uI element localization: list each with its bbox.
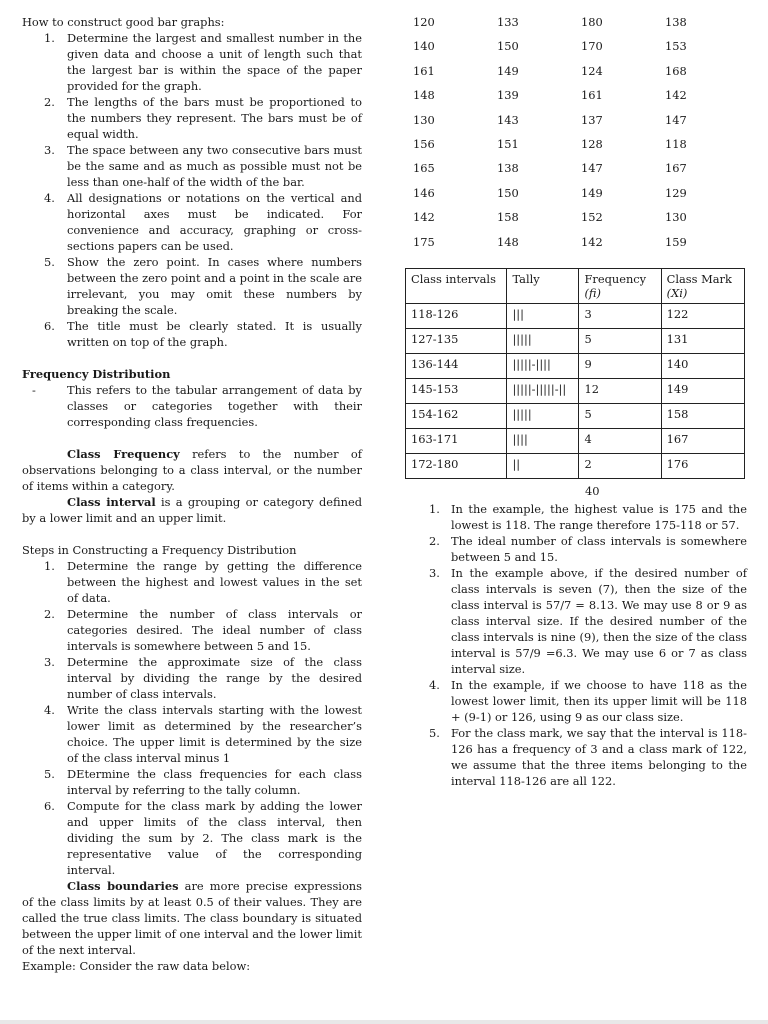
- right-column: [405, 14, 747, 789]
- raw-value: 147: [665, 112, 687, 127]
- raw-value: 153: [665, 39, 687, 54]
- raw-value: 138: [665, 15, 687, 29]
- list-item: 5. DEtermine the class frequencies for each class interval by referring to the tally column.: [44, 767, 362, 797]
- raw-value: 158: [497, 210, 519, 225]
- raw-data-grid: [413, 14, 747, 250]
- frequency-distribution-heading: Frequency Distribution: [22, 367, 171, 381]
- raw-value: 149: [581, 185, 603, 200]
- list-item: - This refers to the tabular arrangement of data by classes or categories together with their corresponding class frequencies.: [32, 383, 362, 429]
- raw-value: 130: [413, 112, 435, 127]
- raw-value: 150: [497, 39, 519, 54]
- list-item: 1. Determine the largest and smallest number in the given data and choose a unit of length such that the largest bar is within the space of the paper provided for the graph.: [44, 31, 362, 93]
- header-class-mark: Class Mark (Xi): [661, 268, 744, 303]
- class-frequency-paragraph: Class Frequency refers to the number of observations belonging to a class interval, or the number of items within a category.: [22, 447, 362, 493]
- list-item: 4. All designations or notations on the vertical and horizontal axes must be indicated. For convenience and accuracy, graphing or cross-sections papers can be used.: [44, 191, 362, 253]
- header-class-intervals: Class intervals: [406, 268, 507, 303]
- raw-value: 180: [581, 15, 603, 29]
- raw-value: 130: [665, 210, 687, 225]
- raw-value: 128: [581, 136, 603, 151]
- left-column: [22, 14, 362, 974]
- raw-value: 161: [413, 63, 435, 78]
- list-item: 2. Determine the number of class intervals or categories desired. The ideal number of class intervals is somewhere between 5 and 15.: [44, 607, 362, 653]
- frequency-distribution-definition: [22, 382, 362, 430]
- list-item: 3. Determine the approximate size of the class interval by dividing the range by the desired number of class intervals.: [44, 655, 362, 701]
- list-item: 6. Compute for the class mark by adding the lower and upper limits of the class interval, then dividing the sum by 2. The class mark is the representative value of the corresponding interval.: [44, 799, 362, 877]
- frequency-total: 40: [585, 483, 600, 498]
- table-row: 136-144 |||||-|||| 9 140: [406, 353, 745, 378]
- raw-value: 120: [413, 15, 435, 29]
- header-tally: Tally: [507, 268, 579, 303]
- raw-value: 148: [413, 88, 435, 103]
- raw-value: 150: [497, 185, 519, 200]
- table-row: 127-135 ||||| 5 131: [406, 328, 745, 353]
- frequency-steps: [22, 558, 362, 878]
- table-row: 163-171 |||| 4 167: [406, 428, 745, 453]
- steps-title: Steps in Constructing a Frequency Distribution: [22, 543, 297, 557]
- class-boundaries-paragraph: Class boundaries are more precise expressions of the class limits by at least 0.5 of their values. They are called the true class limits. The class boundary is situated between the upper limit of one interval and the lower limit of the next interval.: [22, 879, 362, 957]
- raw-value: 170: [581, 39, 603, 54]
- table-row: 145-153 |||||-|||||-|| 12 149: [406, 378, 745, 403]
- header-frequency: Frequency (fi): [579, 268, 661, 303]
- table-row: 154-162 ||||| 5 158: [406, 403, 745, 428]
- raw-value: 156: [413, 136, 435, 151]
- frequency-table: [405, 268, 745, 479]
- raw-value: 146: [413, 185, 435, 200]
- list-item: 6. The title must be clearly stated. It is usually written on top of the graph.: [44, 319, 362, 349]
- list-item: 4. Write the class intervals starting with the lowest lower limit as determined by the researcher’s choice. The upper limit is determined by the size of the class interval minus 1: [44, 703, 362, 765]
- raw-value: 161: [581, 88, 603, 103]
- list-item: 1. Determine the range by getting the difference between the highest and lowest values in the set of data.: [44, 559, 362, 605]
- list-item: 1. In the example, the highest value is 175 and the lowest is 118. The range therefore 175-118 or 57.: [429, 501, 747, 532]
- list-item: 2. The ideal number of class intervals is somewhere between 5 and 15.: [429, 533, 747, 564]
- list-item: 3. In the example above, if the desired number of class intervals is seven (7), then the size of the class interval is 57/7 = 8.13. We may use 8 or 9 as class interval size. If the desired number of the class intervals is nine (9), then the size of the class interval is 57/9 =6.3. We may use 6 or 7 as class interval size.: [429, 565, 747, 676]
- raw-value: 143: [497, 112, 519, 127]
- raw-value: 118: [665, 136, 687, 151]
- list-item: 5. Show the zero point. In cases where numbers between the zero point and a point in the scale are irrelevant, you may omit these numbers by breaking the scale.: [44, 255, 362, 317]
- raw-value: 133: [497, 15, 519, 29]
- raw-value: 175: [413, 234, 435, 249]
- raw-value: 137: [581, 112, 603, 127]
- list-item: 4. In the example, if we choose to have 118 as the lowest lower limit, then its upper limit will be 118 + (9-1) or 126, using 9 as our class size.: [429, 677, 747, 724]
- raw-value: 139: [497, 88, 519, 103]
- bar-graph-title: How to construct good bar graphs:: [22, 15, 225, 29]
- example-notes: [405, 501, 747, 789]
- class-interval-paragraph: Class interval is a grouping or category defined by a lower limit and an upper limit.: [22, 495, 362, 525]
- raw-value: 142: [665, 88, 687, 103]
- raw-value: 152: [581, 210, 603, 225]
- list-item: 3. The space between any two consecutive bars must be the same and as much as possible must not be less than one-half of the width of the bar.: [44, 143, 362, 189]
- raw-value: 165: [413, 161, 435, 176]
- raw-value: 129: [665, 185, 687, 200]
- raw-value: 124: [581, 63, 603, 78]
- table-row: 118-126 ||| 3 122: [406, 303, 745, 328]
- table-header-row: [406, 268, 745, 303]
- raw-value: 142: [581, 234, 603, 249]
- bar-graph-steps: [22, 30, 362, 350]
- raw-value: 149: [497, 63, 519, 78]
- raw-value: 147: [581, 161, 603, 176]
- example-intro: Example: Consider the raw data below:: [22, 959, 251, 973]
- raw-value: 159: [665, 234, 687, 249]
- page-bottom-edge: [0, 1020, 768, 1024]
- raw-value: 138: [497, 161, 519, 176]
- table-row: 172-180 || 2 176: [406, 453, 745, 478]
- raw-value: 168: [665, 63, 687, 78]
- raw-value: 148: [497, 234, 519, 249]
- list-item: 5. For the class mark, we say that the interval is 118-126 has a frequency of 3 and a class mark of 122, we assume that the three items belonging to the interval 118-126 are all 122.: [429, 725, 747, 788]
- raw-value: 167: [665, 161, 687, 176]
- raw-value: 142: [413, 210, 435, 225]
- raw-value: 151: [497, 136, 519, 151]
- list-item: 2. The lengths of the bars must be proportioned to the numbers they represent. The bars must be of equal width.: [44, 95, 362, 141]
- raw-value: 140: [413, 39, 435, 54]
